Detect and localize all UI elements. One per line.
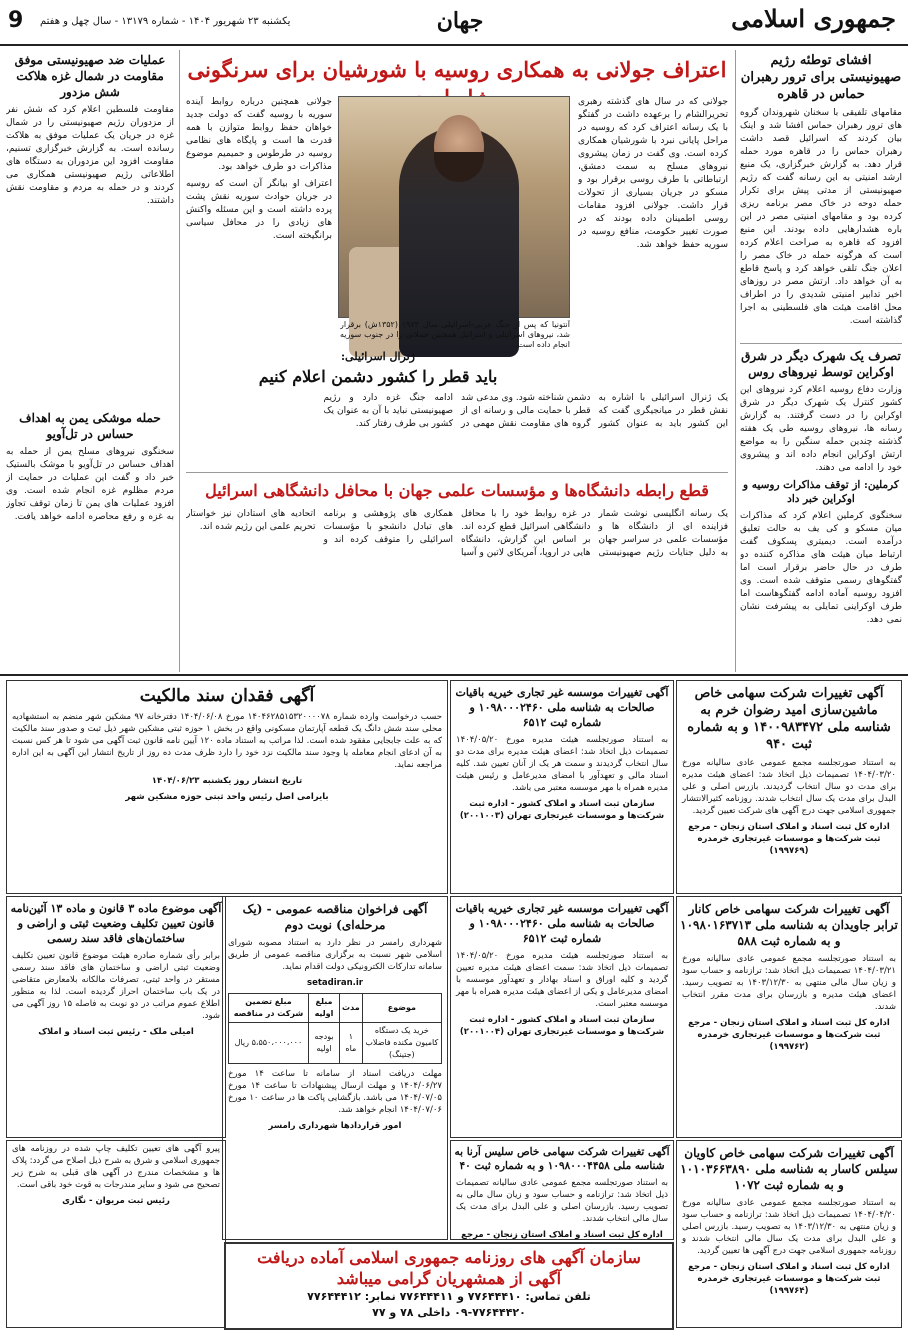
- table-header-row: [229, 994, 442, 1023]
- newspaper-logo: جمهوری اسلامی: [731, 4, 896, 33]
- ad-body: به استناد صورتجلسه هیئت مدیره مورخ ۱۴۰۴/۰۵/۲۰ تصمیمات ذیل اتخاذ شد: سمت اعضای هیئت مدیره تعیین گردید و کلیه اوراق و اسناد بهادار و تعهدآور موسسه با امضای مدیرعامل و یکی از اعضای هیئت مدیره همراه با مهر موسسه معتبر است.: [456, 951, 668, 1009]
- divider: [740, 343, 902, 344]
- article-body: مقامهای تلفیقی با سخنان شهروندان گروه های ترور رهبران حماس افشا شد و اینک بیان کردند که اسرائیل قصد داشت رهبران حماس را در قاهره مورد حمله قرار دهد. به گزارش خبرگزاری، یک منبع ارشد امنیتی به این رسانه گفت که رژیم صهیونیستی از مدتی پیش برای تکرار حمله دوحه در خاک مصر برنامه ریزی کرده بود و مقامهای امنیتی مصر در این باره هشدارهایی داده بودند. این منبع افزود که قاهره به صراحت اعلام کرده است که هرگونه حمله در خاک مصر را اعلان جنگ تلقی خواهد کرد و پاسخ قاطع به آن خواهد داد. ارتش مصر در روزهای اخیر تدابیر امنیتی شدیدی را در اطراف محل اقامت هیئت های فلسطینی به اجرا گذاشته است.: [740, 108, 902, 326]
- ad-signature: بایرامی اصل رئیس واحد ثبتی حوزه مشکین شهر: [125, 792, 329, 802]
- main-headline: اعتراف جولانی به همکاری روسیه با شورشیان برای سرنگونی: [187, 57, 727, 82]
- ad-title: آگهی فراخوان مناقصه عمومی - (یک مرحله‌ای) نوبت دوم: [242, 902, 428, 932]
- page-header: [0, 0, 908, 46]
- ad-kanar: [676, 896, 902, 1138]
- ad-website: setadiran.ir: [307, 978, 363, 988]
- ad-body: به استناد صورتجلسه هیئت مدیره مورخ ۱۴۰۴/۰۵/۲۰ تصمیمات ذیل اتخاذ شد: اعضای هیئت مدیره برای مدت دو سال انتخاب گردیدند و سمت هر یک از آنان تعیین شد. کلیه اسناد مالی و تعهدآور با امضای مدیرعامل و رئیس هیئت مدیره همراه با مهر موسسه معتبر می باشد.: [456, 735, 668, 793]
- tender-table-wrap: [223, 991, 447, 1066]
- column-rule: [735, 50, 736, 672]
- ad-notes: مهلت دریافت اسناد از سامانه تا ساعت ۱۴ مورخ ۱۴۰۴/۰۶/۲۷ و مهلت ارسال پیشنهادات تا ساعت ۱۴ مورخ ۱۴۰۴/۰۷/۰۵ می باشد. بازگشایی پاکت ها در ساعت ۱۰ مورخ ۱۴۰۴/۰۷/۰۶ انجام خواهد شد.: [228, 1069, 442, 1115]
- ad-footer: رئیس ثبت مریوان - نگاری: [62, 1196, 170, 1206]
- ad-body: حسب درخواست وارده شماره ۱۴۰۴۶۲۸۵۱۵۳۲۰۰۰۰۷۸ مورخ ۱۴۰۴/۰۶/۰۸ دفترخانه ۹۷ مشکین شهر منضم به استشهادیه محلی سند شش دانگ یک قطعه آپارتمان مسکونی واقع در بخش ۱ حوزه ثبتی مشکین شهر ذیل ثبت و صدور سند مالکیت که به علت جابجایی مفقود شده است. لذا مراتب به استناد ماده ۱۲۰ آیین نامه قانون ثبت آگهی می شود تا هر کس نسبت به آن ادعای انجام معامله یا وجود سند مالکیت نزد خود را دارد ظرف مدت ده روز از تاریخ انتشار این آگهی به این اداره مراجعه نماید.: [12, 712, 443, 770]
- article-kicker: ژنرال اسرائیلی:: [341, 350, 415, 363]
- article-title: حمله موشکی یمن به اهداف حساس در تل‌آویو: [19, 411, 161, 441]
- section-rule: [0, 674, 908, 676]
- divider: [186, 472, 728, 473]
- ad-body: پیرو آگهی های تعیین تکلیف چاپ شده در روزنامه های جمهوری اسلامی و شرق به شرح ذیل اصلاح می گردد: پلاک ها و مشخصات مندرج در آگهی های قبلی به شرح زیر تصحیح می شود و سایر مندرجات به قوت خود باقی است.: [12, 1144, 220, 1190]
- ad-title: آگهی فقدان سند مالکیت: [139, 686, 315, 706]
- table-cell: ۱ ماه: [340, 1023, 363, 1064]
- ad-footer: اداره کل ثبت اسناد و املاک استان زنجان - مرجع ثبت شرکت‌ها و موسسات غیرتجاری خرمدره (۱۹۹۷۶۴): [688, 1262, 890, 1296]
- article-body: [578, 96, 728, 296]
- article-title: کرملین: از توقف مذاکرات روسیه و اوکراین خبر داد: [743, 479, 899, 505]
- ad-kaveyan: [676, 1140, 902, 1328]
- ad-body: به استناد صورتجلسه مجمع عمومی عادی سالیانه مورخ ۱۴۰۴/۰۴/۲۰ تصمیمات ذیل اتخاذ شد: ترازنامه و حساب سود و زیان منتهی به ۱۴۰۳/۱۲/۳۰ به تصویب رسید. بازرس اصلی و علی البدل برای مدت یک سال مالی انتخاب شدند و روزنامه جمهوری اسلامی جهت درج آگهی ها تعیین گردید.: [682, 1198, 897, 1256]
- table-cell: بودجه اولیه: [308, 1023, 339, 1064]
- table-header: مدت: [340, 994, 363, 1023]
- ad-body: به استناد صورتجلسه مجمع عمومی عادی سالیانه مورخ ۱۴۰۴/۰۳/۲۰ تصمیمات ذیل اتخاذ شد: اعضای هیئت مدیره برای مدت دو سال انتخاب گردیدند. بازرس اصلی و علی البدل برای مدت یک سال انتخاب شدند. روزنامه کثیرالانتشار جمهوری اسلامی جهت درج آگهی های شرکت تعیین گردید.: [682, 758, 896, 816]
- ad-title: آگهی تغییرات شرکت سهامی خاص کاویان سیلس کاسار به شناسه ملی ۱۰۱۰۳۶۶۳۸۹۰ و به شماره ثبت ۱۰۷۲: [680, 1146, 898, 1192]
- ad-tender: [222, 896, 448, 1240]
- photo-caption: آنتونیا که پس از جنگ عربی-اسرائیلی سال ۱۹۷۳ (۱۳۵۲ش) برقرار شد، نیروهای اسرائیلی و اسرائیل همچنین حملاتی را در جنوب سوریه انجام داده است.: [340, 320, 570, 349]
- table-header: مبلغ اولیه: [308, 994, 339, 1023]
- ad-footer: اداره کل ثبت اسناد و املاک استان زنجان - مرجع ثبت شرکت‌ها و موسسات غیرتجاری خرمدره (۱۹۹۷۶۹): [688, 822, 890, 856]
- article-title: باید قطر را کشور دشمن اعلام کنیم: [258, 367, 498, 386]
- table-cell: خرید یک دستگاه کامیون مکنده فاضلاب (جتینگ): [362, 1023, 441, 1064]
- ad-footer: سازمان ثبت اسناد و املاک کشور - اداره ثبت شرکت‌ها و موسسات غیرتجاری تهران (۲۰۰۱۰۰۳): [459, 799, 665, 821]
- ad-footer: اداره کل ثبت اسناد و املاک استان زنجان - مرجع ثبت شرکت‌ها و موسسات غیرتجاری خرمدره (۱۹۹۷۶۲): [688, 1018, 890, 1052]
- ad-mashinsazi: [676, 680, 902, 894]
- ad-rasa: [450, 1140, 674, 1240]
- ad-banner: [224, 1242, 674, 1330]
- ad-footer: امیلی ملک - رئیس ثبت اسناد و املاک: [38, 1027, 194, 1037]
- ad-intro: شهرداری رامسر در نظر دارد به استناد مصوبه شورای اسلامی شهر نسبت به برگزاری مناقصه عمومی از طریق سامانه تدارکات الکترونیکی دولت اقدام نماید.: [228, 938, 442, 972]
- article-body: سخنگوی کرملین اعلام کرد که مذاکرات میان مسکو و کی یف به حالت تعلیق درآمده است. دیمیتری پسکوف گفت ارتباط میان هیئت های مذاکره کننده دو طرف در حال حاضر برقرار است اما گفتگوهای رسمی متوقف شده است. وی افزود روسیه آماده ادامه گفتگوهاست اما طرف اوکراینی تمایلی به پیشرفت نشان نمی دهد.: [740, 511, 902, 625]
- photo-julani: [338, 96, 570, 318]
- article-body: یک رسانه انگلیسی نوشت شمار فزاینده ای از دانشگاه ها و مؤسسات علمی در سراسر جهان به دلیل جنایات رژیم صهیونیستی در غزه روابط خود را با محافل دانشگاهی اسرائیل قطع کرده اند. بر اساس این گزارش، دانشگاه هایی در اروپا، آمریکای لاتین و آسیا همکاری های پژوهشی و برنامه های تبادل دانشجو با مؤسسات اسرائیلی را متوقف کرده اند و اتحادیه های استادان نیز خواستار تحریم علمی این رژیم شده اند.: [186, 509, 728, 558]
- banner-line-1: سازمان آگهی های روزنامه جمهوری اسلامی آماده دریافت: [257, 1248, 641, 1267]
- banner-phone: تلفن تماس: ۷۷۶۴۴۴۱۰ و ۷۷۶۴۴۴۱۱ نمابر: ۷۷۶۴۴۴۱۲: [307, 1290, 591, 1303]
- table-header: مبلغ تضمین شرکت در مناقصه: [229, 994, 309, 1023]
- ad-signature: امور قراردادها شهرداری رامسر: [268, 1121, 402, 1131]
- ad-title: آگهی تغییرات موسسه غیر تجاری خیریه باقیات صالحات به شناسه ملی ۱۰۹۸۰۰۰۲۴۶۰ و شماره ثبت ۶۵۱۲: [455, 686, 669, 729]
- ad-body: برابر رأی شماره صادره هیئت موضوع قانون تعیین تکلیف وضعیت ثبتی اراضی و ساختمان های فاقد سند رسمی مستقر در واحد ثبتی، تصرفات مالکانه بلامعارض متقاضی در یک باب ساختمان احراز گردیده است. لذا به منظور اطلاع عموم مراتب در دو نوبت به فاصله ۱۵ روز آگهی می شود.: [12, 951, 220, 1021]
- ad-charity-2: [450, 896, 674, 1138]
- article-title: افشای توطئه رژیم صهیونیستی برای ترور رهبران حماس در قاهره: [740, 53, 902, 102]
- ad-date: تاریخ انتشار روز یکشنبه ۱۴۰۴/۰۶/۲۳: [151, 776, 303, 786]
- issue-info: یکشنبه ۲۳ شهریور ۱۴۰۴ - شماره ۱۳۱۷۹ - سال چهل و هفتم: [40, 16, 291, 27]
- tender-table: [228, 993, 442, 1064]
- article-body: یک ژنرال اسرائیلی با اشاره به نقش قطر در میانجیگری گفت که این کشور باید به عنوان کشور دشمن شناخته شود. وی مدعی شد قطر با حمایت مالی و رسانه ای از گروه های مقاومت نقش مهمی در ادامه جنگ غزه دارد و رژیم صهیونیستی نباید با آن به عنوان یک کشور بی طرف رفتار کند.: [323, 393, 728, 429]
- ad-title: آگهی تغییرات شرکت سهامی خاص ماشین‌سازی امید رضوان خرم به شناسه ملی ۱۴۰۰۹۸۳۴۷۲ و به شماره ثبت ۹۴۰: [687, 686, 891, 752]
- left-column: [6, 52, 174, 670]
- ad-body: به استناد صورتجلسه مجمع عمومی عادی سالیانه تصمیمات ذیل اتخاذ شد: ترازنامه و حساب سود و زیان سال مالی به تصویب رسید. بازرسان اصلی و علی البدل برای مدت یک سال مالی انتخاب شدند.: [456, 1178, 668, 1224]
- ad-newspaper-correction: [6, 1140, 226, 1328]
- article-title: عملیات ضد صهیونیستی موفق مقاومت در شمال غزه هلاکت شش مزدور: [14, 53, 166, 99]
- ad-article-13: [6, 896, 226, 1138]
- ad-lost-document: [6, 680, 448, 894]
- article-body: مقاومت فلسطین اعلام کرد که شش نفر از مزدوران رژیم صهیونیستی را در شمال غزه در جریان یک عملیات موفق به هلاکت رسانده است. به گزارش خبرگزاری تسنیم، مقاومت افزود این مزدوران به دستگاه های اطلاعاتی رژیم صهیونیستی همکاری می کردند و در حمله به مردم و مقاومت نقش داشتند.: [6, 105, 174, 206]
- section-title: جهان: [436, 8, 484, 34]
- page-number: 9: [8, 8, 24, 33]
- ad-footer: اداره کل ثبت اسناد و املاک استان زنجان - مرجع: [461, 1230, 663, 1240]
- article-text: جولانی همچنین درباره روابط آینده سوریه با روسیه گفت که دولت جدید خواهان حفظ روابط متوازن با همه قدرت ها است و پایگاه های نظامی روسیه در طرطوس و حمیمیم موضوع مذاکرات دو طرف خواهد بود.: [186, 97, 332, 172]
- ad-charity-1: [450, 680, 674, 894]
- article-body: سخنگوی نیروهای مسلح یمن از حمله به اهداف حساس در تل‌آویو با موشک بالستیک خبر داد و گفت این عملیات در حمایت از مردم مظلوم غزه انجام شده است. وی افزود عملیات های یمن تا زمان توقف تجاوز به غزه و رفع محاصره ادامه خواهد یافت.: [6, 447, 174, 522]
- ad-footer: سازمان ثبت اسناد و املاک کشور - اداره ثبت شرکت‌ها و موسسات غیرتجاری تهران (۲۰۰۱۰۰۴): [459, 1015, 665, 1037]
- article-title: قطع رابطه دانشگاه‌ها و مؤسسات علمی جهان با محافل دانشگاهی اسرائیل: [205, 481, 709, 500]
- table-cell: ۵،۵۵۰،۰۰۰،۰۰۰ ریال: [229, 1023, 309, 1064]
- table-row: [229, 1023, 442, 1064]
- article-title: تصرف یک شهرک دیگر در شرق اوکراین توسط نیروهای روس: [741, 349, 901, 379]
- table-header: موضوع: [362, 994, 441, 1023]
- banner-phone-2: ۰۹-۷۷۶۴۴۴۲۰ داخلی ۷۸ و ۷۷: [372, 1306, 526, 1319]
- ad-title: آگهی تغییرات شرکت سهامی خاص کانار ترابر جاویدان به شناسه ملی ۱۰۹۸۰۱۶۳۷۱۳ و به شماره ثبت ۵۸۸: [680, 902, 898, 948]
- ad-body: به استناد صورتجلسه مجمع عمومی عادی سالیانه مورخ ۱۴۰۴/۰۳/۲۱ تصمیمات ذیل اتخاذ شد: ترازنامه و حساب سود و زیان سال مالی منتهی به ۱۴۰۳/۱۲/۳۰ به تصویب رسید. اعضای هیئت مدیره و بازرسان برای مدت مقرر انتخاب شدند.: [682, 954, 897, 1012]
- right-column: [740, 52, 902, 670]
- article-body: [186, 96, 332, 296]
- ad-title: آگهی موضوع ماده ۳ قانون و ماده ۱۳ آئین‌نامه قانون تعیین تکلیف وضعیت ثبتی و اراضی و ساختمان‌های فاقد سند رسمی: [10, 902, 222, 945]
- ad-title: آگهی تغییرات شرکت سهامی خاص سلیس آرنا به شناسه ملی ۱۰۹۸۰۰۰۴۴۵۸ و به شماره ثبت ۴۰: [454, 1146, 670, 1172]
- banner-line-2: آگهی از همشهریان گرامی میباشد: [336, 1269, 562, 1288]
- article-body: وزارت دفاع روسیه اعلام کرد نیروهای این کشور کنترل یک شهرک دیگر در شرق اوکراین را در دست گرفتند. به گزارش رسانه ها، نیروهای روسیه طی یک هفته گذشته چندین حمله سنگین را به مواضع ارتش اوکراین انجام داده اند و پیشروی خود را ادامه می دهند.: [740, 385, 902, 473]
- article-text: اعتراف او بیانگر آن است که روسیه در جریان حوادث سوریه نقش پشت پرده داشته است و این مسئله واکنش های زیادی را در محافل سیاسی برانگیخته است.: [186, 179, 332, 241]
- article-text: جولانی که در سال های گذشته رهبری تحریرالشام را برعهده داشت در گفتگو با یک رسانه اعتراف کرد که روسیه در مراحل پایانی نبرد با شورشیان همکاری کرده است. وی گفت در زمان پیشروی نیروهای مسلح به سمت دمشق، ارتباطاتی با طرف روسی برقرار بود و مسکو در جریان بسیاری از تحولات قرار داشت. جولانی افزود مقامات روسی اطمینان داده بودند که در صورت تغییر حکومت، منافع روسیه در سوریه حفظ خواهد شد.: [578, 97, 728, 250]
- ad-title: آگهی تغییرات موسسه غیر تجاری خیریه باقیات صالحات به شناسه ملی ۱۰۹۸۰۰۰۲۴۶۰ و شماره ثبت ۶۵۱۲: [455, 902, 669, 945]
- column-rule: [179, 50, 180, 672]
